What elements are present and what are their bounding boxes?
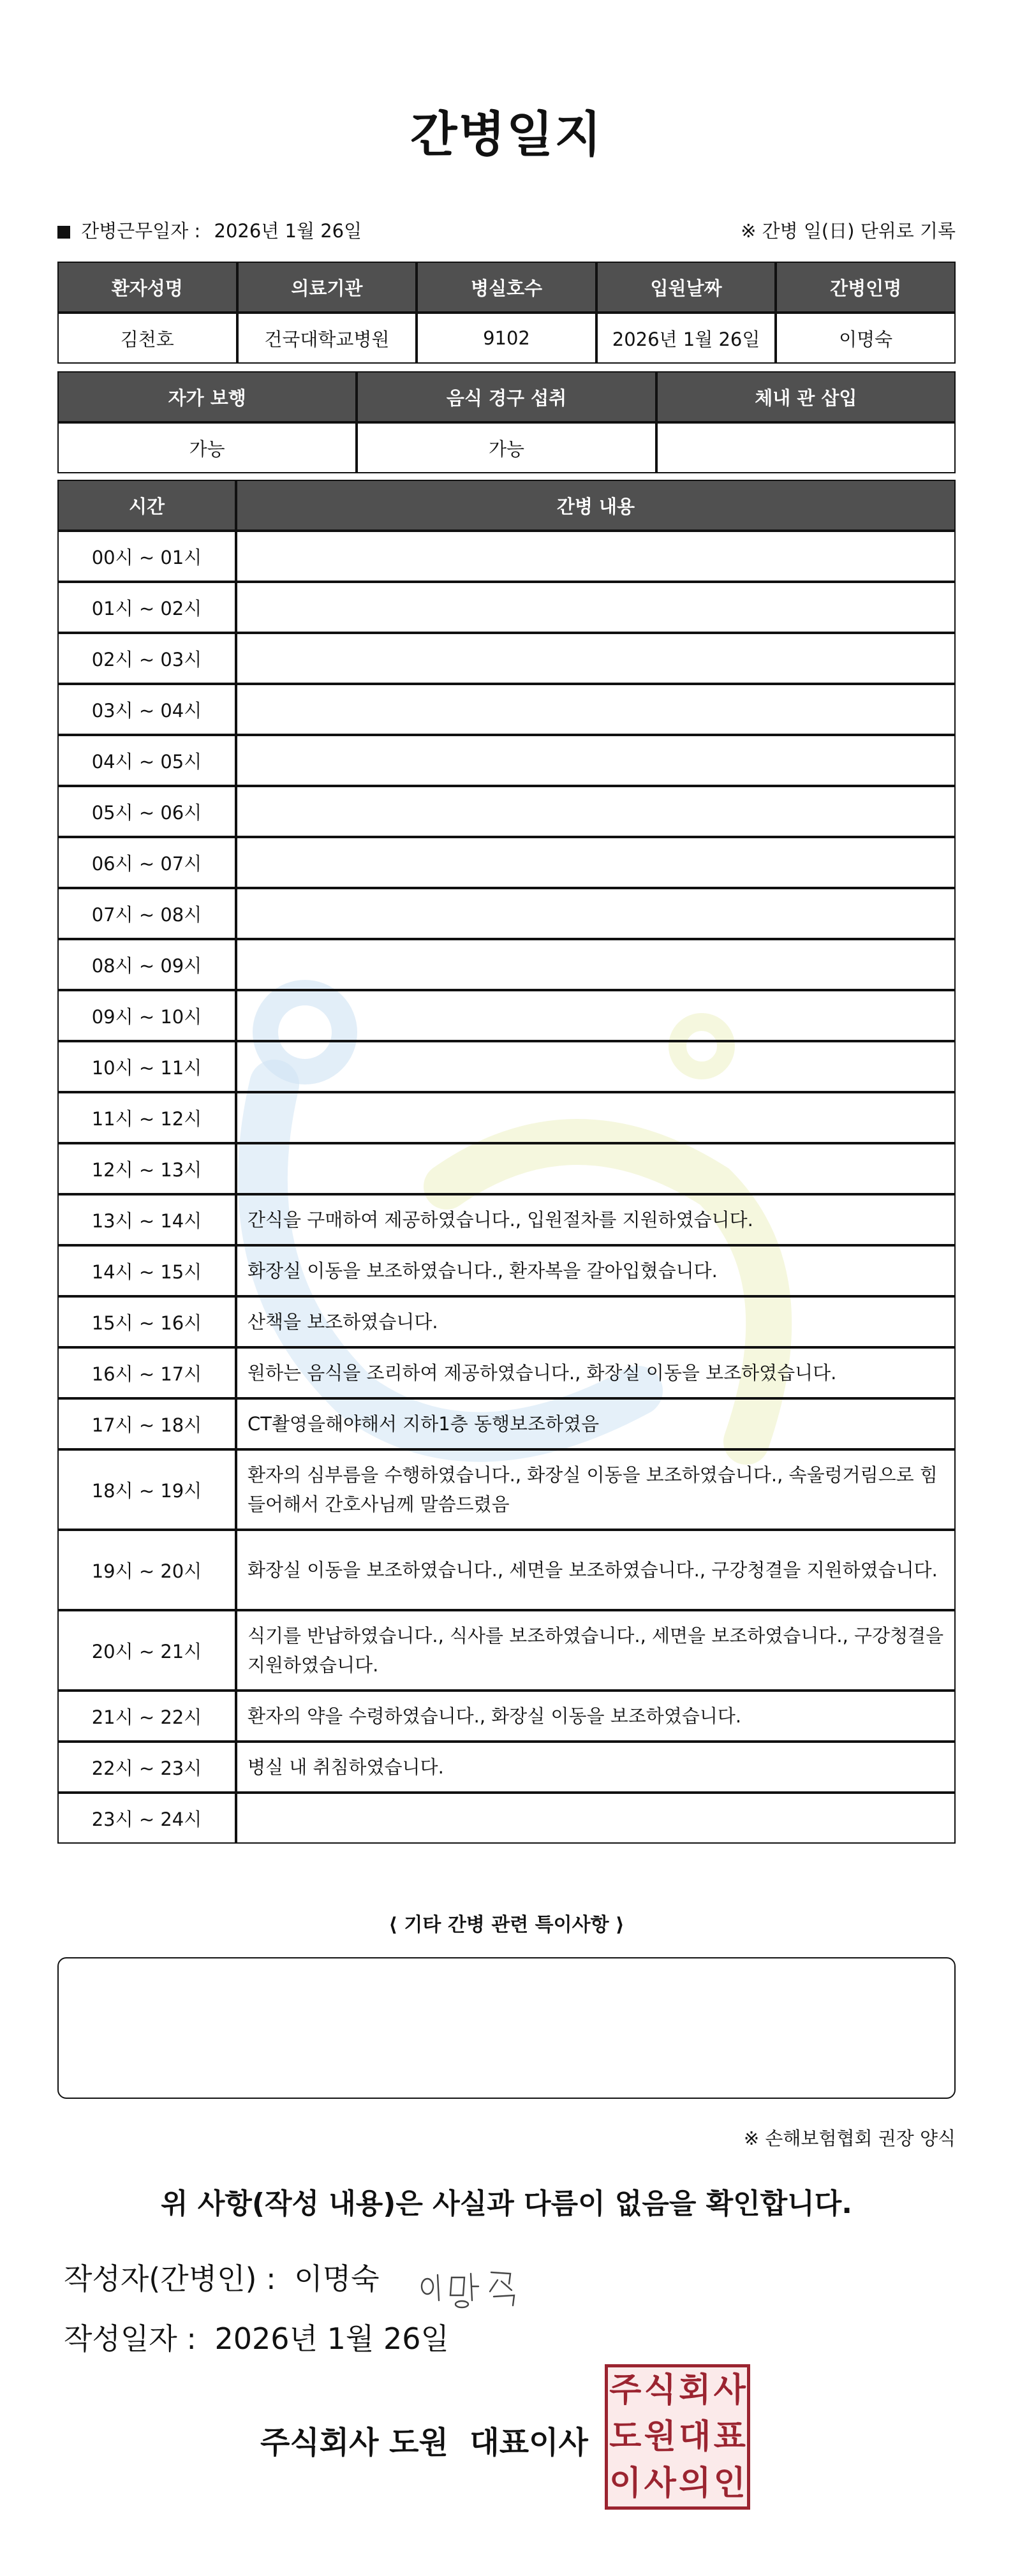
table-row (57, 1610, 956, 1691)
handwritten-signature (415, 2258, 536, 2309)
log-content: 간식을 구매하여 제공하였습니다., 입원절차를 지원하였습니다. (236, 1194, 956, 1245)
room-number: 9102 (417, 313, 596, 364)
header-hospital: 의료기관 (237, 262, 417, 313)
status-table (57, 371, 956, 473)
form-source: ※ 손해보험협회 권장 양식 (743, 2128, 956, 2149)
log-content (236, 582, 956, 633)
table-row (57, 1041, 956, 1092)
header-self-walking: 자가 보행 (57, 371, 357, 422)
table-row (57, 786, 956, 837)
table-row (57, 1092, 956, 1143)
table-row (57, 531, 956, 582)
table-row (57, 1143, 956, 1194)
header-time: 시간 (57, 480, 236, 531)
log-content (236, 786, 956, 837)
patient-name: 김천호 (57, 313, 237, 364)
log-content: 산책을 보조하였습니다. (236, 1296, 956, 1347)
work-date (57, 217, 362, 243)
log-time: 22시 ~ 23시 (57, 1742, 236, 1793)
log-content: 환자의 약을 수령하였습니다., 화장실 이동을 보조하였습니다. (236, 1691, 956, 1742)
company-seal (605, 2364, 750, 2510)
date-value: 2026년 1월 26일 (214, 2321, 449, 2356)
header-caregiver: 간병인명 (776, 262, 956, 313)
table-row (57, 582, 956, 633)
patient-table (57, 262, 956, 364)
log-content (236, 684, 956, 735)
seal-character: 이 (609, 2463, 642, 2503)
log-time: 17시 ~ 18시 (57, 1398, 236, 1449)
log-content (236, 888, 956, 939)
log-content: 병실 내 취침하였습니다. (236, 1742, 956, 1793)
header-patient-name: 환자성명 (57, 262, 237, 313)
work-date-value: 2026년 1월 26일 (214, 220, 362, 242)
table-row (57, 1194, 956, 1245)
log-content (236, 939, 956, 990)
table-row (57, 1530, 956, 1610)
log-content (236, 531, 956, 582)
log-time: 01시 ~ 02시 (57, 582, 236, 633)
log-content: 화장실 이동을 보조하였습니다., 세면을 보조하였습니다., 구강청결을 지원하였습니다. (236, 1530, 956, 1610)
log-time: 21시 ~ 22시 (57, 1691, 236, 1742)
table-row (57, 684, 956, 735)
log-content: 화장실 이동을 보조하였습니다., 환자복을 갈아입혔습니다. (236, 1245, 956, 1296)
seal-character: 주 (609, 2371, 642, 2410)
log-time: 11시 ~ 12시 (57, 1092, 236, 1143)
seal-character: 의 (679, 2463, 711, 2503)
seal-character: 표 (713, 2417, 746, 2456)
date-line (64, 2316, 449, 2358)
table-row (57, 633, 956, 684)
header-care-content: 간병 내용 (236, 480, 956, 531)
hospital: 건국대학교병원 (237, 313, 417, 364)
table-row (57, 1398, 956, 1449)
writer-line (64, 2256, 380, 2298)
seal-character: 인 (713, 2463, 746, 2503)
table-header-row (57, 480, 956, 531)
header-room: 병실호수 (417, 262, 596, 313)
table-row (57, 888, 956, 939)
log-content (236, 990, 956, 1041)
company-name: 주식회사 도원 대표이사 (260, 2425, 588, 2461)
header-admission-date: 입원날짜 (596, 262, 776, 313)
table-row (57, 1347, 956, 1398)
log-time: 07시 ~ 08시 (57, 888, 236, 939)
log-time: 05시 ~ 06시 (57, 786, 236, 837)
log-time: 00시 ~ 01시 (57, 531, 236, 582)
seal-character: 도 (609, 2417, 642, 2456)
oral-intake: 가능 (357, 422, 656, 473)
log-time: 09시 ~ 10시 (57, 990, 236, 1041)
log-time: 08시 ~ 09시 (57, 939, 236, 990)
seal-character: 사 (713, 2371, 746, 2410)
confirmation-statement: 위 사항(작성 내용)은 사실과 다름이 없음을 확인합니다. (161, 2187, 852, 2220)
table-row (57, 990, 956, 1041)
self-walking: 가능 (57, 422, 357, 473)
log-time: 03시 ~ 04시 (57, 684, 236, 735)
table-row (57, 1742, 956, 1793)
seal-character: 회 (679, 2371, 711, 2410)
log-time: 10시 ~ 11시 (57, 1041, 236, 1092)
log-content: 환자의 심부름을 수행하였습니다., 화장실 이동을 보조하였습니다., 속울렁거림으로 힘들어해서 간호사님께 말씀드렸음 (236, 1449, 956, 1530)
table-row (57, 422, 956, 473)
log-time: 18시 ~ 19시 (57, 1449, 236, 1530)
caregiver-name: 이명숙 (776, 313, 956, 364)
page-title: 간병일지 (410, 106, 603, 163)
log-content (236, 837, 956, 888)
table-row (57, 313, 956, 364)
table-row (57, 1296, 956, 1347)
table-header-row (57, 262, 956, 313)
seal-character: 식 (644, 2371, 676, 2410)
log-content (236, 735, 956, 786)
log-content: CT촬영을해야해서 지하1층 동행보조하였음 (236, 1398, 956, 1449)
seal-grid (608, 2367, 747, 2506)
table-row (57, 735, 956, 786)
log-content (236, 633, 956, 684)
tube-insertion (656, 422, 956, 473)
seal-character: 대 (679, 2417, 711, 2456)
notes-box (57, 1957, 956, 2099)
writer-label: 작성자(간병인) : (64, 2261, 276, 2296)
table-row (57, 939, 956, 990)
log-content (236, 1793, 956, 1844)
log-time: 14시 ~ 15시 (57, 1245, 236, 1296)
unit-note: ※ 간병 일(日) 단위로 기록 (741, 220, 956, 242)
square-bullet-icon (57, 226, 70, 239)
admission-date: 2026년 1월 26일 (596, 313, 776, 364)
log-content: 식기를 반납하였습니다., 식사를 보조하였습니다., 세면을 보조하였습니다., 구강청결을 지원하였습니다. (236, 1610, 956, 1691)
header-tube-insertion: 체내 관 삽입 (656, 371, 956, 422)
work-date-row (57, 217, 956, 243)
log-content: 원하는 음식을 조리하여 제공하였습니다., 화장실 이동을 보조하였습니다. (236, 1347, 956, 1398)
log-time: 13시 ~ 14시 (57, 1194, 236, 1245)
table-header-row (57, 371, 956, 422)
log-time: 19시 ~ 20시 (57, 1530, 236, 1610)
log-time: 16시 ~ 17시 (57, 1347, 236, 1398)
care-log-table (57, 480, 956, 1844)
seal-character: 사 (644, 2463, 676, 2503)
table-row (57, 1245, 956, 1296)
work-date-label: 간병근무일자 : (81, 220, 201, 242)
log-time: 02시 ~ 03시 (57, 633, 236, 684)
header-oral-intake: 음식 경구 섭취 (357, 371, 656, 422)
log-content (236, 1143, 956, 1194)
log-time: 20시 ~ 21시 (57, 1610, 236, 1691)
seal-character: 원 (644, 2417, 676, 2456)
date-label: 작성일자 : (64, 2321, 196, 2356)
log-time: 23시 ~ 24시 (57, 1793, 236, 1844)
table-row (57, 1691, 956, 1742)
table-row (57, 837, 956, 888)
writer-name: 이명숙 (294, 2261, 380, 2296)
log-content (236, 1041, 956, 1092)
table-row (57, 1449, 956, 1530)
log-time: 12시 ~ 13시 (57, 1143, 236, 1194)
table-row (57, 1793, 956, 1844)
log-content (236, 1092, 956, 1143)
log-time: 06시 ~ 07시 (57, 837, 236, 888)
log-time: 15시 ~ 16시 (57, 1296, 236, 1347)
notes-title: ⟨ 기타 간병 관련 특이사항 ⟩ (388, 1914, 625, 1936)
log-time: 04시 ~ 05시 (57, 735, 236, 786)
